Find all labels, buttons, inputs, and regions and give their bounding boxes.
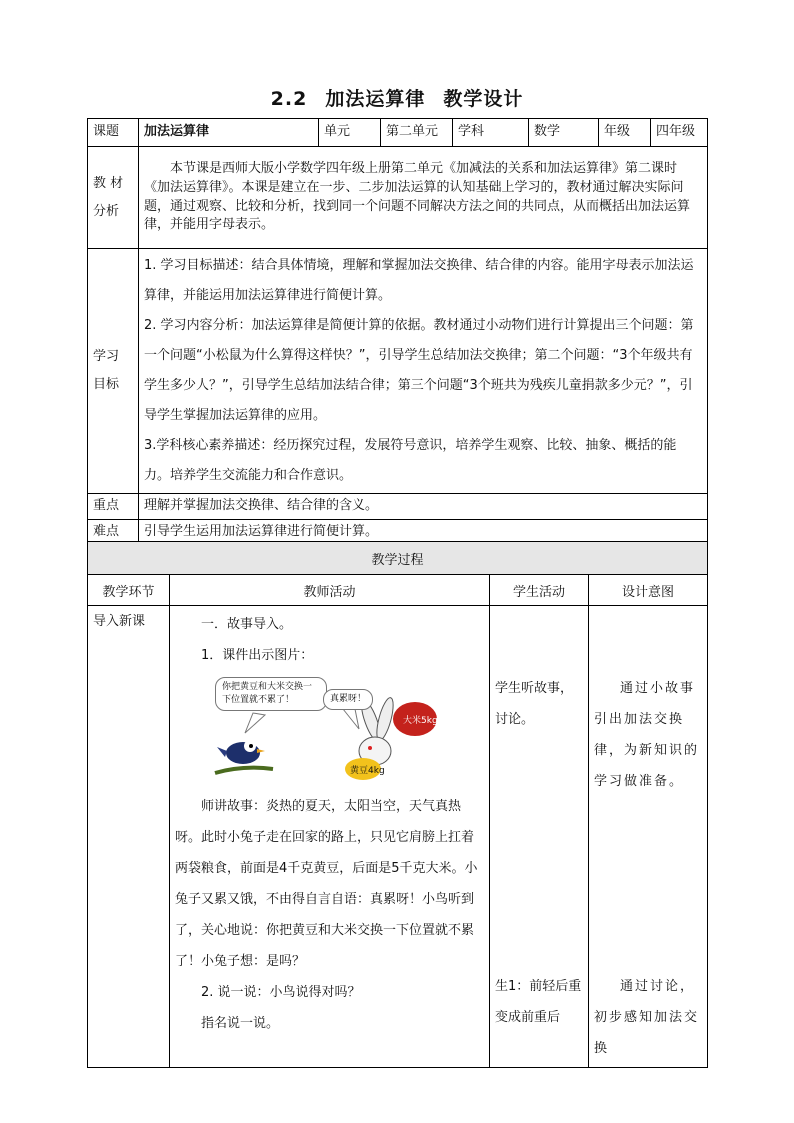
label-key: 重点 — [88, 494, 139, 520]
process-table — [87, 541, 708, 1068]
process-row-intro — [88, 606, 708, 1068]
info-row-topic — [88, 119, 708, 147]
key-text: 理解并掌握加法交换律、结合律的含义。 — [139, 494, 708, 520]
design-line-1: 通过小故事引出加法交换律，为新知识的学习做准备。 — [594, 681, 700, 789]
goal-1: 1. 学习目标描述：结合具体情境，理解和掌握加法交换律、结合律的内容。能用字母表示加法运算律，并能运用加法运算律进行简便计算。 — [144, 258, 694, 303]
title-number: 2.2 — [270, 88, 308, 110]
grade-value: 四年级 — [651, 119, 708, 147]
subject-value: 数学 — [529, 119, 599, 147]
stage-intro-label: 导入新课 — [93, 614, 146, 629]
label-subject: 学科 — [453, 119, 529, 147]
bird-speech-bubble: 你把黄豆和大米交换一下位置就不累了！ — [215, 677, 327, 711]
teacher-line-5: 指名说一说。 — [201, 1016, 280, 1031]
goal-3: 3.学科核心素养描述：经历探究过程，发展符号意识，培养学生观察、比较、抽象、概括的能力。培养学生交流能力和合作意识。 — [144, 438, 677, 483]
col-student: 学生活动 — [490, 575, 589, 606]
info-row-goals — [88, 249, 708, 494]
student-activity — [490, 606, 589, 1068]
label-analysis: 教 材 分析 — [88, 147, 139, 249]
teacher-line-1: 一．故事导入。 — [201, 617, 293, 632]
teacher-line-2: 1．课件出示图片： — [201, 648, 314, 663]
branch-icon — [215, 768, 273, 773]
label-difficult: 难点 — [88, 520, 139, 546]
teacher-activity — [170, 606, 490, 1068]
design-line-2: 通过讨论，初步感知加法交换 — [594, 979, 700, 1056]
label-grade: 年级 — [599, 119, 651, 147]
rice-bag-label: 大米5kg — [403, 716, 438, 726]
col-design: 设计意图 — [589, 575, 708, 606]
topic-value: 加法运算律 — [139, 119, 319, 147]
col-stage: 教学环节 — [88, 575, 170, 606]
info-table — [87, 118, 708, 546]
title-suffix: 教学设计 — [443, 88, 524, 110]
teacher-story: 师讲故事：炎热的夏天，太阳当空，天气真热呀。此时小兔子走在回家的路上，只见它肩膀上扛着两袋粮食，前面是4千克黄豆，后面是5千克大米。小兔子又累又饿，不由得自言自语：真累呀！小鸟听到了，关心地说：你把黄豆和大米交换一下位置就不累了！小兔子想：是吗？ — [175, 799, 478, 969]
info-row-analysis — [88, 147, 708, 249]
rabbit-speech-bubble: 真累呀！ — [323, 689, 373, 710]
goals-cell — [139, 249, 708, 494]
label-goals: 学习 目标 — [88, 249, 139, 494]
story-illustration — [213, 673, 453, 785]
goal-2: 2. 学习内容分析：加法运算律是简便计算的依据。教材通过小动物们进行计算提出三个问题：第一个问题“小松鼠为什么算得这样快？”，引导学生总结加法交换律；第二个问题：“3个年级共有学生多少人？”，引导学生总结加法结合律；第三个问题“3个班共为残疾儿童捐款多少元？”，引导学生掌握加法运算律的应用。 — [144, 318, 694, 423]
student-line-1: 学生听故事，讨论。 — [495, 681, 574, 727]
title-name: 加法运算律 — [325, 88, 426, 110]
bean-bag-label: 黄豆4kg — [350, 766, 385, 776]
difficult-text: 引导学生运用加法运算律进行简便计算。 — [139, 520, 708, 546]
stage-intro — [88, 606, 170, 1068]
student-line-2: 生1：前轻后重变成前重后 — [495, 979, 582, 1025]
analysis-text: 本节课是西师大版小学数学四年级上册第二单元《加减法的关系和加法运算律》第二课时《加法运算律》。本课是建立在一步、二步加法运算的认知基础上学习的，教材通过解决实际问题，通过观察、比较和分析，找到同一个问题不同解决方法之间的共同点，从而概括出加法运算律，并能用字母表示。 — [139, 147, 708, 249]
process-column-headers — [88, 575, 708, 606]
process-heading: 教学过程 — [88, 542, 708, 575]
document-title — [0, 84, 794, 111]
label-topic: 课题 — [88, 119, 139, 147]
label-unit: 单元 — [319, 119, 381, 147]
info-row-key — [88, 494, 708, 520]
design-intent — [589, 606, 708, 1068]
col-teacher: 教师活动 — [170, 575, 490, 606]
unit-value: 第二单元 — [381, 119, 453, 147]
process-heading-row — [88, 542, 708, 575]
teacher-line-4: 2. 说一说：小鸟说得对吗？ — [201, 985, 361, 1000]
